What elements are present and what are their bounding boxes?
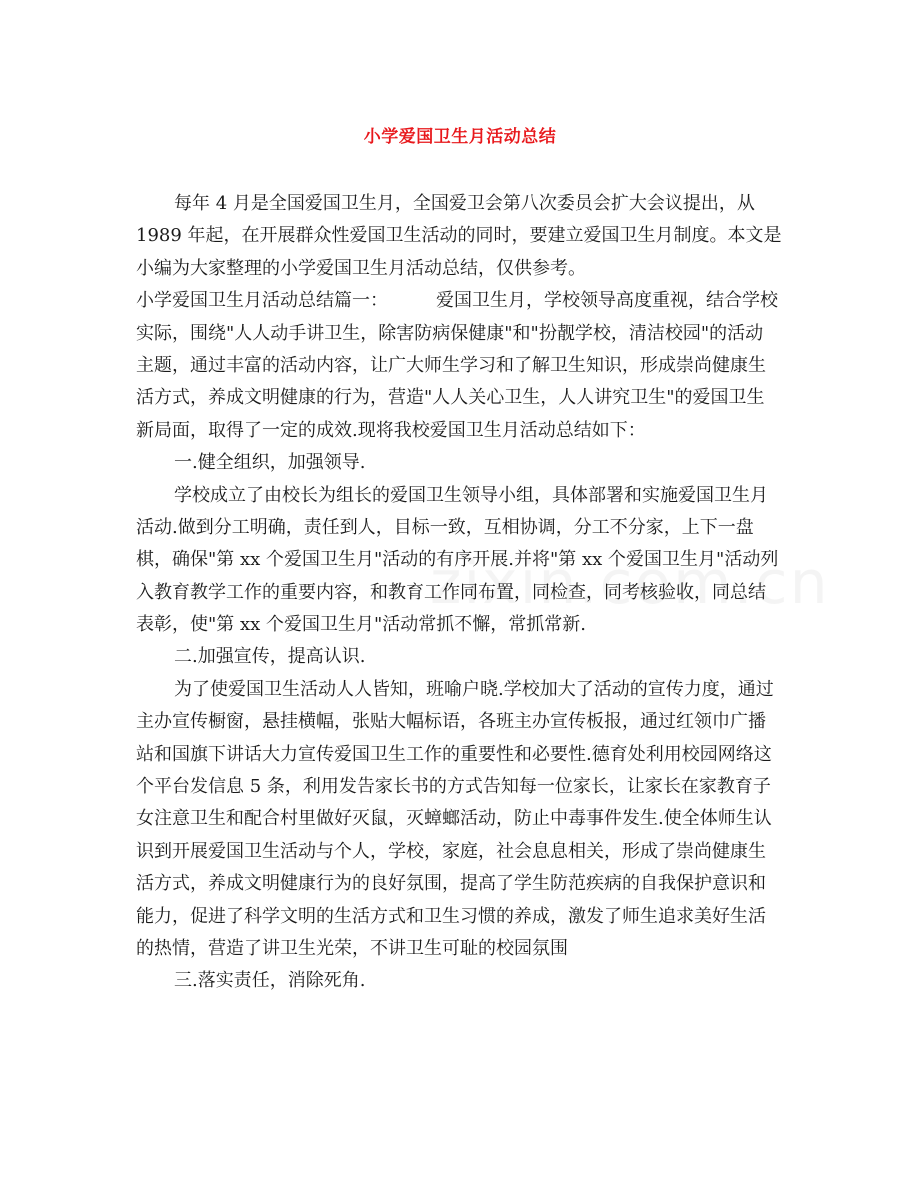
document-title: 小学爱国卫生月活动总结	[363, 127, 557, 147]
body-line: 表彰，使"第 xx 个爱国卫生月"活动常抓不懈，常抓常新.	[136, 614, 587, 636]
body-line: 主办宣传橱窗，悬挂横幅，张贴大幅标语，各班主办宣传板报，通过红领巾广播	[136, 711, 766, 733]
body-line: 能力，促进了科学文明的生活方式和卫生习惯的养成，激发了师生追求美好生活	[136, 905, 766, 927]
section-heading: 二.加强宣传，提高认识.	[174, 646, 366, 668]
body-line: 的热情，营造了讲卫生光荣，不讲卫生可耻的校园氛围	[136, 937, 568, 959]
body-line: 识到开展爱国卫生活动与个人，学校，家庭，社会息息相关，形成了崇尚健康生	[136, 840, 766, 862]
section-heading: 三.落实责任，消除死角.	[174, 970, 366, 992]
body-line: 新局面，取得了一定的成效.现将我校爱国卫生月活动总结如下：	[136, 419, 646, 441]
body-line	[136, 285, 784, 317]
section-heading: 一.健全组织，加强领导.	[174, 452, 366, 474]
body-line: 活方式，养成文明健康的行为，营造"人人关心卫生，人人讲究卫生"的爱国卫生	[136, 387, 765, 409]
body-line: 入教育教学工作的重要内容，和教育工作同布置，同检查，同考核验收，同总结	[136, 581, 766, 603]
body-line: 小编为大家整理的小学爱国卫生月活动总结，仅供参考。	[136, 257, 586, 279]
body-line: 活方式，养成文明健康行为的良好氛围，提高了学生防范疾病的自我保护意识和	[136, 873, 766, 895]
body-line: 为了使爱国卫生活动人人皆知，班喻户晓.学校加大了活动的宣传力度，通过	[174, 678, 774, 700]
body-line: 主题，通过丰富的活动内容，让广大师生学习和了解卫生知识，形成崇尚健康生	[136, 354, 766, 376]
body-line: 活动.做到分工明确，责任到人，目标一致，互相协调，分工不分家，上下一盘	[136, 516, 754, 538]
body-line: 站和国旗下讲话大力宣传爱国卫生工作的重要性和必要性.德育处利用校园网络这	[136, 743, 772, 765]
body-line: 1989 年起，在开展群众性爱国卫生活动的同时，要建立爱国卫生月制度。本文是	[136, 225, 782, 247]
body-line: 棋，确保"第 xx 个爱国卫生月"活动的有序开展.并将"第 xx 个爱国卫生月"活动列	[136, 549, 779, 571]
body-text: 爱国卫生月，学校领导高度重视，结合学校	[436, 290, 778, 312]
document-body	[136, 188, 784, 998]
body-line: 学校成立了由校长为组长的爱国卫生领导小组，具体部署和实施爱国卫生月	[174, 484, 768, 506]
section-heading: 小学爱国卫生月活动总结篇一：	[136, 290, 388, 312]
body-line: 个平台发信息 5 条，利用发告家长书的方式告知每一位家长，让家长在家教育子	[136, 776, 771, 798]
body-line: 女注意卫生和配合村里做好灭鼠，灭蟑螂活动，防止中毒事件发生.使全体师生认	[136, 808, 772, 830]
body-line: 每年 4 月是全国爱国卫生月，全国爱卫会第八次委员会扩大会议提出，从	[174, 193, 755, 214]
body-line: 实际，围绕"人人动手讲卫生，除害防病保健康"和"扮靓学校，清洁校园"的活动	[136, 322, 764, 344]
